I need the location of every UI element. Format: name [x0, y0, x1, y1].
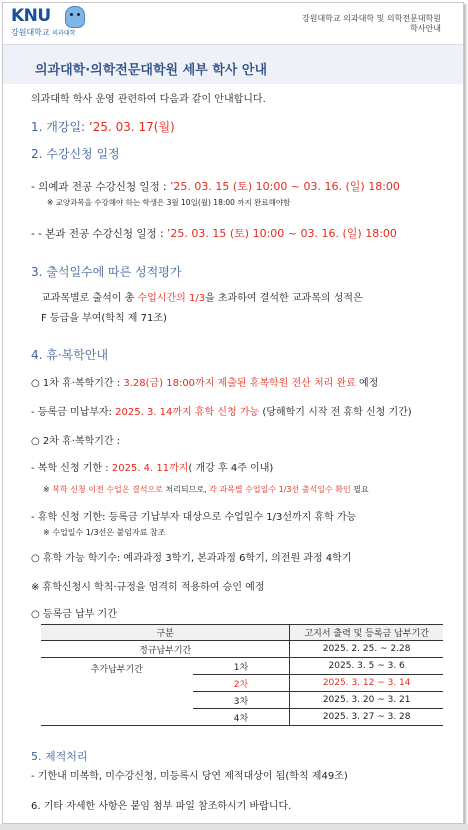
- regular-period-label: 정규납부기간: [41, 641, 290, 658]
- page-header: [3, 3, 463, 43]
- tuition-table: [41, 624, 443, 726]
- period-cell: 2025. 3. 20 ~ 3. 21: [290, 692, 443, 709]
- regular-period-value: 2025. 2. 25. ~ 2.28: [290, 641, 443, 658]
- round-cell: 1차: [193, 658, 290, 675]
- period-cell: 2025. 3. 12 ~ 3. 14: [290, 675, 443, 692]
- unpaid-tuition-note: - 등록금 미납부자: 2025. 3. 14까지 휴학 신청 가능 (당해학기 시작 전 휴학 신청 기간): [31, 407, 412, 418]
- leave-semesters: ○ 휴학 가능 학기수: 예과과정 3학기, 본과과정 6학기, 의전원 과정 4학기: [31, 553, 352, 564]
- header-caption-line1: 강원대학교 의과대학 및 의학전문대학원: [301, 14, 441, 23]
- header-caption-line2: 학사안내: [410, 24, 441, 33]
- return-deadline: - 복학 신청 기한 : 2025. 4. 11까지( 개강 후 4주 이내): [31, 463, 274, 474]
- page-title: 의과대학·의학전문대학원 세부 학사 안내: [35, 63, 268, 78]
- attendance-text-line2: F 등급을 부여(학칙 제 71조): [41, 313, 167, 324]
- tuition-heading: ○ 등록금 납부 기간: [31, 609, 117, 620]
- table-header-row: [41, 625, 443, 641]
- table-row: [41, 641, 443, 658]
- university-logo: [9, 6, 79, 40]
- leave-deadline-note: ※ 수업일수 1/3선은 붙임자료 참조: [43, 528, 166, 537]
- intro-text: 의과대학 학사 운영 관련하여 다음과 같이 안내합니다.: [31, 94, 266, 105]
- extra-period-label: 추가납부기간: [41, 658, 193, 726]
- table-header-period: 고지서 출력 및 등록금 납부기간: [290, 625, 443, 641]
- table-row: [41, 658, 443, 675]
- premed-registration-line: - 의예과 전공 수강신청 일정 : ’25. 03. 15 (토) 10:00 ~ 03. 16. (일) 18:00: [31, 180, 400, 193]
- round-cell: 4차: [193, 709, 290, 726]
- period-cell: 2025. 3. 27 ~ 3. 28: [290, 709, 443, 726]
- premed-registration-note: ※ 교양과목을 수강해야 하는 학생은 3월 10일(월) 18:00 까지 완료해야함: [47, 198, 291, 207]
- return-absence-note: ※ 복학 신청 이전 수업은 결석으로 처리되므로, 각 과목별 수업일수 1/3선 출석일수 확인 필요: [43, 485, 369, 494]
- round-cell: 3차: [193, 692, 290, 709]
- first-leave-period: ○ 1차 휴·복학기간 : 3.28(금) 18:00까지 제출된 휴복학원 전산 처리 완료 예정: [31, 378, 379, 389]
- section-3-heading: 3. 출석일수에 따른 성적평가: [31, 265, 182, 279]
- section-4-heading: 4. 휴·복학안내: [31, 348, 109, 362]
- section-2-heading: 2. 수강신청 일정: [31, 147, 120, 161]
- section-5-heading: 5. 제적처리: [31, 750, 88, 763]
- mascot-icon: [65, 6, 85, 28]
- main-registration-line: - - 본과 전공 수강신청 일정 : ’25. 03. 15 (토) 10:00 ~ 03. 16. (일) 18:00: [31, 227, 397, 240]
- logo-subtitle: 강원대학교 의과대학: [11, 28, 76, 37]
- period-cell: 2025. 3. 5 ~ 3. 6: [290, 658, 443, 675]
- table-header-category: 구분: [41, 625, 290, 641]
- bottom-scrollbar[interactable]: [0, 824, 468, 830]
- document-page: [2, 2, 464, 824]
- leave-regulation-note: ※ 휴학신청시 학칙·규정을 엄격히 적용하여 승인 예정: [31, 582, 265, 593]
- round-cell: 2차: [193, 675, 290, 692]
- section-1-heading: 1. 개강일: ’25. 03. 17(월): [31, 120, 175, 134]
- logo-text: KNU: [11, 6, 51, 26]
- header-caption: [302, 14, 441, 34]
- attendance-text-line1: 교과목별로 출석이 총 수업시간의 1/3을 초과하여 결석한 교과목의 성적은: [41, 293, 363, 304]
- leave-deadline: - 휴학 신청 기한: 등록금 기납부자 대상으로 수업일수 1/3선까지 휴학 가능: [31, 512, 357, 523]
- section-6-text: 6. 기타 자세한 사항은 붙임 첨부 파일 참조하시기 바랍니다.: [31, 801, 292, 812]
- second-leave-period: ○ 2차 휴·복학기간 :: [31, 436, 121, 447]
- dismissal-text: - 기한내 미복학, 미수강신청, 미등록시 당연 제적대상이 됨(학칙 제49조): [31, 771, 348, 782]
